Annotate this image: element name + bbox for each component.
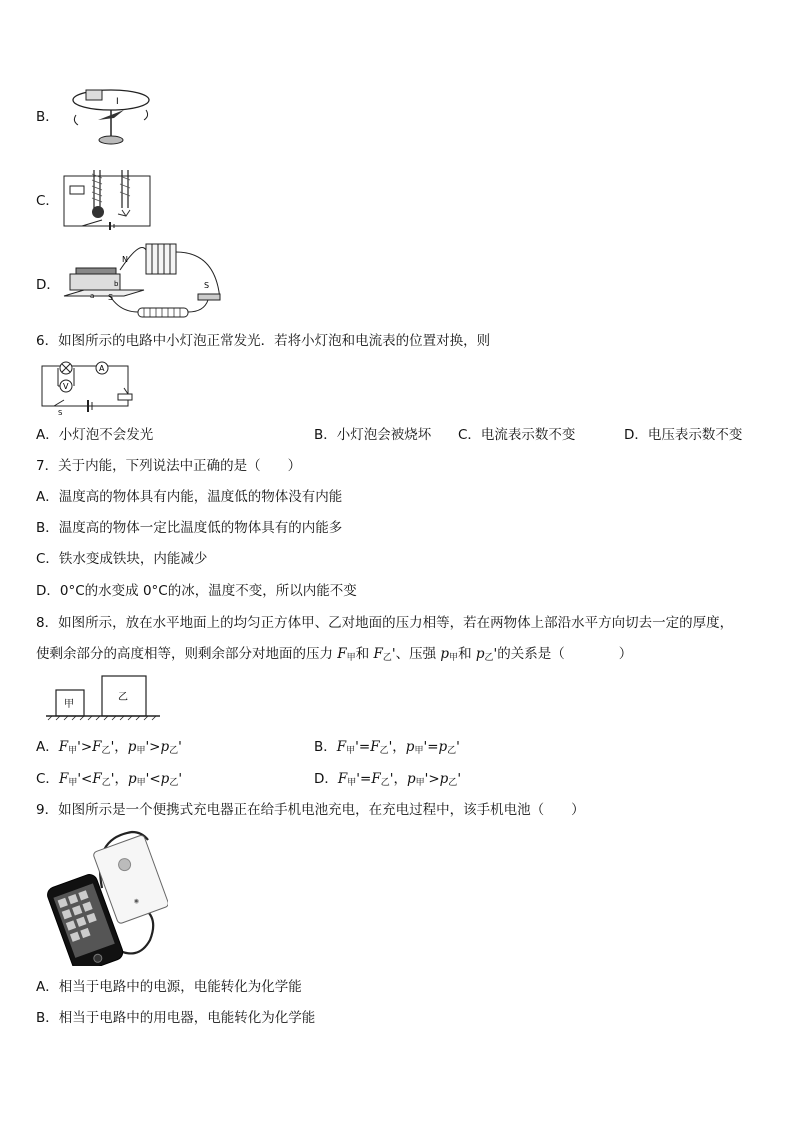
q9-option-a[interactable]: A．相当于电路中的电源，电能转化为化学能	[36, 979, 302, 995]
q9-option-b[interactable]: B．相当于电路中的用电器，电能转化为化学能	[36, 1010, 316, 1026]
q6-stem: 6．如图所示的电路中小灯泡正常发光．若将小灯泡和电流表的位置对换，则	[36, 333, 491, 349]
q8-cubes-figure	[44, 672, 164, 722]
q6-option-d[interactable]: D．电压表示数不变	[624, 427, 743, 443]
current-label: I	[116, 97, 119, 107]
q8-option-d[interactable]: D．$F_甲'=F_乙'$，$p_甲'>p_乙'$	[314, 771, 462, 788]
q8-stem-line-2: 使剩余部分的高度相等，则剩余部分对地面的压力 $F_甲$和 $F_乙'$、压强 $p_甲$和 $p_乙'$的关系是（ ）	[36, 646, 633, 663]
q7-option-c[interactable]: C．铁水变成铁块，内能减少	[36, 551, 208, 567]
charger-logo: ◉	[132, 897, 141, 906]
q9-stem: 9．如图所示是一个便携式充电器正在给手机电池充电，在充电过程中，该手机电池（ ）	[36, 802, 585, 818]
switch-s-label: S	[204, 281, 210, 290]
voltmeter-label: V	[63, 382, 69, 391]
q8-stem-line-1: 8．如图所示，放在水平地面上的均匀正方体甲、乙对地面的压力相等，若在两物体上部沿水平方向切去一定的厚度，	[36, 615, 734, 631]
q5-figure-b-rotating-frame	[66, 80, 156, 150]
q8-option-c[interactable]: C．$F_甲'<F_乙'$，$p_甲'<p_乙'$	[36, 771, 183, 788]
switch-s-label-q6: S	[58, 409, 63, 416]
q6-option-b[interactable]: B．小灯泡会被烧坏	[314, 427, 432, 443]
q7-stem: 7．关于内能，下列说法中正确的是（ ）	[36, 458, 302, 474]
magnet-s-label: S	[108, 293, 114, 302]
q5-option-c-label[interactable]: C．	[36, 193, 59, 209]
q8-option-b[interactable]: B．$F_甲'=F_乙'$，$p_甲'=p_乙'$	[314, 739, 460, 756]
cube-yi-label: 乙	[118, 692, 128, 703]
q5-figure-d-motor-circuit	[60, 240, 230, 322]
coil-b-label: b	[114, 280, 119, 288]
q8-option-a[interactable]: A．$F_甲'>F_乙'$，$p_甲'>p_乙'$	[36, 739, 182, 756]
q6-option-c[interactable]: C．电流表示数不变	[458, 427, 576, 443]
q7-option-d[interactable]: D．0°C的水变成 0°C的冰，温度不变，所以内能不变	[36, 583, 357, 599]
q6-option-a[interactable]: A．小灯泡不会发光	[36, 427, 154, 443]
q9-charger-phone-figure	[44, 828, 168, 966]
cube-jia-label: 甲	[64, 699, 74, 710]
ammeter-label: A	[99, 364, 105, 373]
q7-option-a[interactable]: A．温度高的物体具有内能，温度低的物体没有内能	[36, 489, 343, 505]
magnet-n-label: N	[122, 255, 128, 264]
q5-figure-c-electromagnets	[62, 164, 154, 232]
q7-option-b[interactable]: B．温度高的物体一定比温度低的物体具有的内能多	[36, 520, 343, 536]
q6-circuit-figure	[38, 360, 134, 416]
coil-a-label: a	[90, 292, 95, 300]
q5-option-d-label[interactable]: D．	[36, 277, 60, 293]
q5-option-b-label[interactable]: B．	[36, 109, 59, 125]
